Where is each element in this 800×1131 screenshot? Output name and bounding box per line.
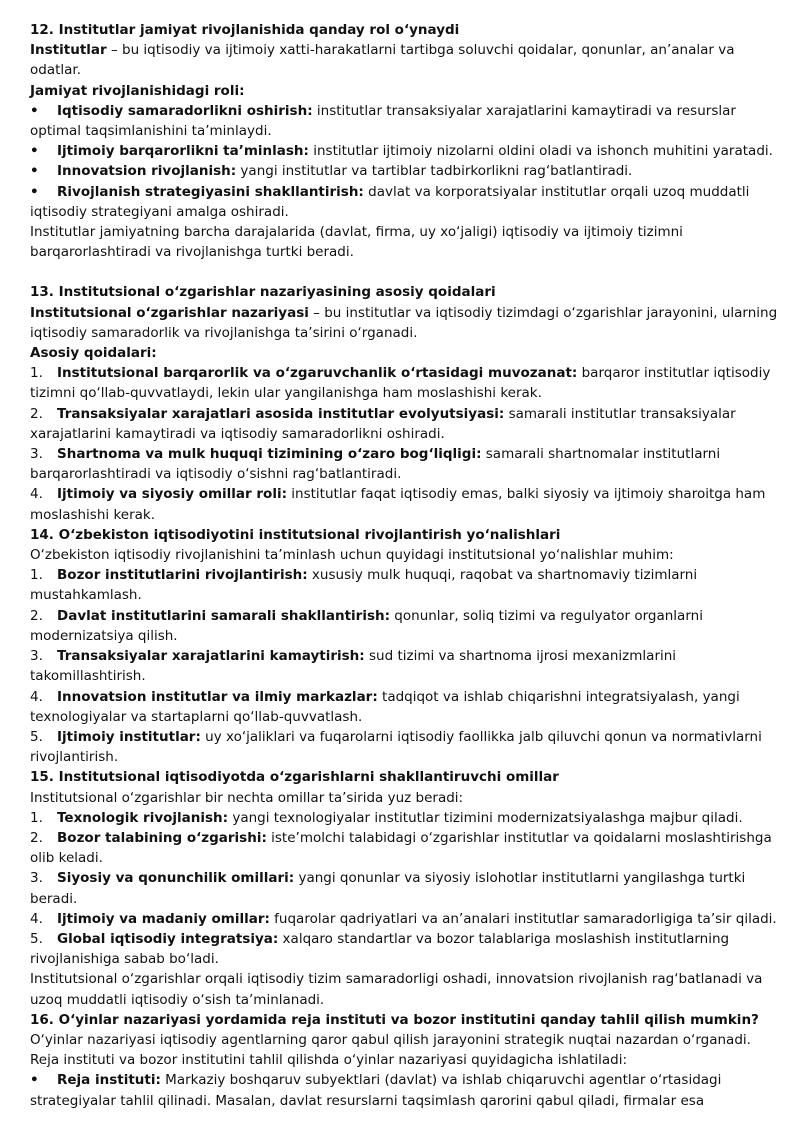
item-title: Global iqtisodiy integratsiya:: [57, 930, 279, 947]
item-text: xalqaro standartlar va bozor talablariga moslashish institutlarning rivojlanishiga sabab bo‘ladi.: [30, 930, 730, 968]
item-title: Ijtimoiy va siyosiy omillar roli:: [57, 486, 287, 503]
numbered-item: [30, 646, 778, 686]
definition-term: Institutsional o‘zgarishlar nazariyasi: [30, 304, 309, 321]
bullet-item: [30, 141, 778, 161]
item-number: 3.: [30, 446, 43, 463]
definition-term: Institutlar: [30, 42, 107, 59]
section-15-closing: Institutsional o‘zgarishlar orqali iqtisodiy tizim samaradorligi oshadi, innovatsion rivojlanish rag‘batlanadi va uzoq muddatli iqtisodiy o‘sish ta’minlanadi.: [30, 971, 763, 1008]
numbered-item: [30, 808, 778, 828]
item-number: 2.: [30, 829, 43, 846]
item-number: 2.: [30, 405, 43, 422]
item-title: Ijtimoiy va madaniy omillar:: [57, 910, 270, 927]
item-title: Innovatsion rivojlanish:: [57, 163, 237, 180]
section-16-heading: 16. O‘yinlar nazariyasi yordamida reja instituti va bozor institutini qanday tahlil qilish mumkin?: [30, 1011, 759, 1028]
numbered-item: [30, 606, 778, 646]
numbered-item: [30, 727, 778, 767]
numbered-item: [30, 868, 778, 908]
item-text: uy xo‘jaliklari va fuqarolarni iqtisodiy faollikka jalb qiluvchi qonun va normativlarni rivojlantirish.: [30, 728, 762, 766]
item-text: yangi institutlar va tartiblar tadbirkorlikni rag‘batlantiradi.: [236, 163, 633, 180]
item-title: Rivojlanish strategiyasini shakllantirish:: [57, 183, 364, 200]
section-16-intro-2: Reja instituti va bozor institutini tahlil qilishda o‘yinlar nazariyasi quyidagicha ishlatiladi:: [30, 1052, 628, 1069]
section-15-intro: Institutsional o‘zgarishlar bir nechta omillar ta’sirida yuz beradi:: [30, 789, 464, 806]
item-text: institutlar faqat iqtisodiy emas, balki siyosiy va ijtimoiy sharoitga ham moslashishi kerak.: [30, 486, 766, 523]
section-13-subheading: Asosiy qoidalari:: [30, 345, 157, 362]
section-14-intro: O‘zbekiston iqtisodiy rivojlanishini ta’minlash uchun quyidagi institutsional yo‘nalishlar muhim:: [30, 547, 674, 564]
section-12-definition: [30, 40, 778, 80]
numbered-item: [30, 484, 778, 524]
definition-text: – bu iqtisodiy va ijtimoiy xatti-harakatlarni tartibga soluvchi qoidalar, qonunlar, an’analar va odatlar.: [30, 42, 735, 79]
item-number: 3.: [30, 870, 43, 887]
item-number: 4.: [30, 486, 43, 503]
section-12-heading: 12. Institutlar jamiyat rivojlanishida qanday rol o‘ynaydi: [30, 22, 460, 38]
item-text: yangi qonunlar va siyosiy islohotlar institutlarni yangilashga turtki beradi.: [30, 870, 746, 907]
numbered-item: [30, 363, 778, 403]
item-number: 4.: [30, 688, 43, 705]
item-text: samarali institutlar transaksiyalar xarajatlarini kamaytiradi va iqtisodiy samaradorlikni oshiradi.: [30, 405, 736, 442]
definition-text: – bu institutlar va iqtisodiy tizimdagi o‘zgarishlar jarayonini, ularning iqtisodiy samaradorlik va rivojlanishga ta’sirini o‘rganadi.: [30, 304, 778, 341]
section-12-closing: Institutlar jamiyatning barcha darajalarida (davlat, firma, uy xo‘jaligi) iqtisodiy va ijtimoiy tizimni barqarorlashtiradi va rivojlanishga turtki beradi.: [30, 224, 683, 261]
item-number: 2.: [30, 607, 43, 624]
item-title: Transaksiyalar xarajatlari asosida institutlar evolyutsiyasi:: [57, 405, 505, 422]
item-text: barqaror institutlar iqtisodiy tizimni qo‘llab-quvvatlaydi, lekin ular yangilanishga ham moslashishi kerak.: [30, 365, 771, 402]
item-text: iste’molchi talabidagi o‘zgarishlar institutlar va qoidalarni moslashtirishga olib keladi.: [30, 829, 772, 867]
item-text: fuqarolar qadriyatlari va an’analari institutlar samaradorligiga ta’sir qiladi.: [269, 910, 777, 927]
item-text: sud tizimi va shartnoma ijrosi mexanizmlarini takomillashtirish.: [30, 648, 677, 685]
section-12-subheading: Jamiyat rivojlanishidagi roli:: [30, 82, 245, 99]
bullet-icon: •: [30, 163, 39, 180]
item-number: 1.: [30, 365, 43, 382]
item-text: Markaziy boshqaruv subyektlari (davlat) va ishlab chiqaruvchi agentlar o‘rtasidagi strategiyalar tahlil qilinadi. Masalan, davlat resurslarni taqsimlash qarorini qabul qiladi, firmalar esa: [30, 1072, 722, 1109]
item-title: Innovatsion institutlar va ilmiy markazlar:: [57, 688, 378, 705]
item-title: Davlat institutlarini samarali shakllantirish:: [57, 607, 391, 624]
numbered-item: [30, 444, 778, 484]
item-title: Ijtimoiy institutlar:: [57, 728, 201, 745]
item-text: institutlar ijtimoiy nizolarni oldini oladi va ishonch muhitini yaratadi.: [308, 143, 773, 160]
item-title: Shartnoma va mulk huquqi tizimining o‘zaro bog‘liqligi:: [57, 446, 482, 463]
item-text: xususiy mulk huquqi, raqobat va shartnomaviy tizimlarni mustahkamlash.: [30, 567, 698, 604]
numbered-item: [30, 929, 778, 969]
item-title: Ijtimoiy barqarorlikni ta’minlash:: [57, 143, 309, 160]
item-number: 4.: [30, 910, 43, 927]
bullet-icon: •: [30, 1072, 39, 1089]
item-number: 1.: [30, 809, 43, 826]
item-number: 5.: [30, 930, 43, 947]
item-title: Institutsional barqarorlik va o‘zgaruvchanlik o‘rtasidagi muvozanat:: [57, 365, 578, 382]
item-text: samarali shartnomalar institutlarni barqarorlashtiradi va iqtisodiy o‘sishni rag‘batlantiradi.: [30, 446, 721, 483]
bullet-item: [30, 161, 778, 181]
section-13-definition: [30, 303, 778, 343]
item-title: Iqtisodiy samaradorlikni oshirish:: [57, 102, 313, 119]
item-title: Transaksiyalar xarajatlarini kamaytirish:: [57, 648, 365, 665]
section-14-heading: 14. O‘zbekiston iqtisodiyotini institutsional rivojlantirish yo‘nalishlari: [30, 526, 561, 543]
bullet-item: [30, 101, 778, 141]
numbered-item: [30, 687, 778, 727]
document-page: [30, 20, 778, 1111]
item-number: 3.: [30, 648, 43, 665]
item-number: 1.: [30, 567, 43, 584]
bullet-icon: •: [30, 143, 39, 160]
item-title: Texnologik rivojlanish:: [57, 809, 229, 826]
section-16-intro: O‘yinlar nazariyasi iqtisodiy agentlarning qaror qabul qilish jarayonini strategik nuqtai nazardan o‘rganadi.: [30, 1031, 751, 1048]
bullet-item: [30, 1070, 778, 1110]
bullet-icon: •: [30, 183, 39, 200]
item-text: tadqiqot va ishlab chiqarishni integratsiyalash, yangi texnologiyalar va startaplarni qo‘llab-quvvatlash.: [30, 688, 740, 725]
numbered-item: [30, 565, 778, 605]
item-text: institutlar transaksiyalar xarajatlarini kamaytiradi va resurslar optimal taqsimlanishini ta’minlaydi.: [30, 102, 736, 140]
item-title: Siyosiy va qonunchilik omillari:: [57, 870, 295, 887]
item-title: Reja instituti:: [57, 1072, 161, 1089]
bullet-item: [30, 182, 778, 222]
section-13-heading: 13. Institutsional o‘zgarishlar nazariyasining asosiy qoidalari: [30, 284, 496, 301]
item-text: yangi texnologiyalar institutlar tizimini modernizatsiyalashga majbur qiladi.: [228, 809, 743, 826]
numbered-item: [30, 909, 778, 929]
numbered-item: [30, 404, 778, 444]
item-title: Bozor institutlarini rivojlantirish:: [57, 567, 308, 584]
item-title: Bozor talabining o‘zgarishi:: [57, 829, 267, 846]
item-text: davlat va korporatsiyalar institutlar orqali uzoq muddatli iqtisodiy strategiyani amalga oshiradi.: [30, 183, 750, 220]
section-15-heading: 15. Institutsional iqtisodiyotda o‘zgarishlarni shakllantiruvchi omillar: [30, 769, 559, 786]
numbered-item: [30, 828, 778, 868]
item-number: 5.: [30, 728, 43, 745]
item-text: qonunlar, soliq tizimi va regulyator organlarni modernizatsiya qilish.: [30, 607, 703, 644]
section-spacer: [30, 262, 778, 282]
bullet-icon: •: [30, 102, 39, 119]
